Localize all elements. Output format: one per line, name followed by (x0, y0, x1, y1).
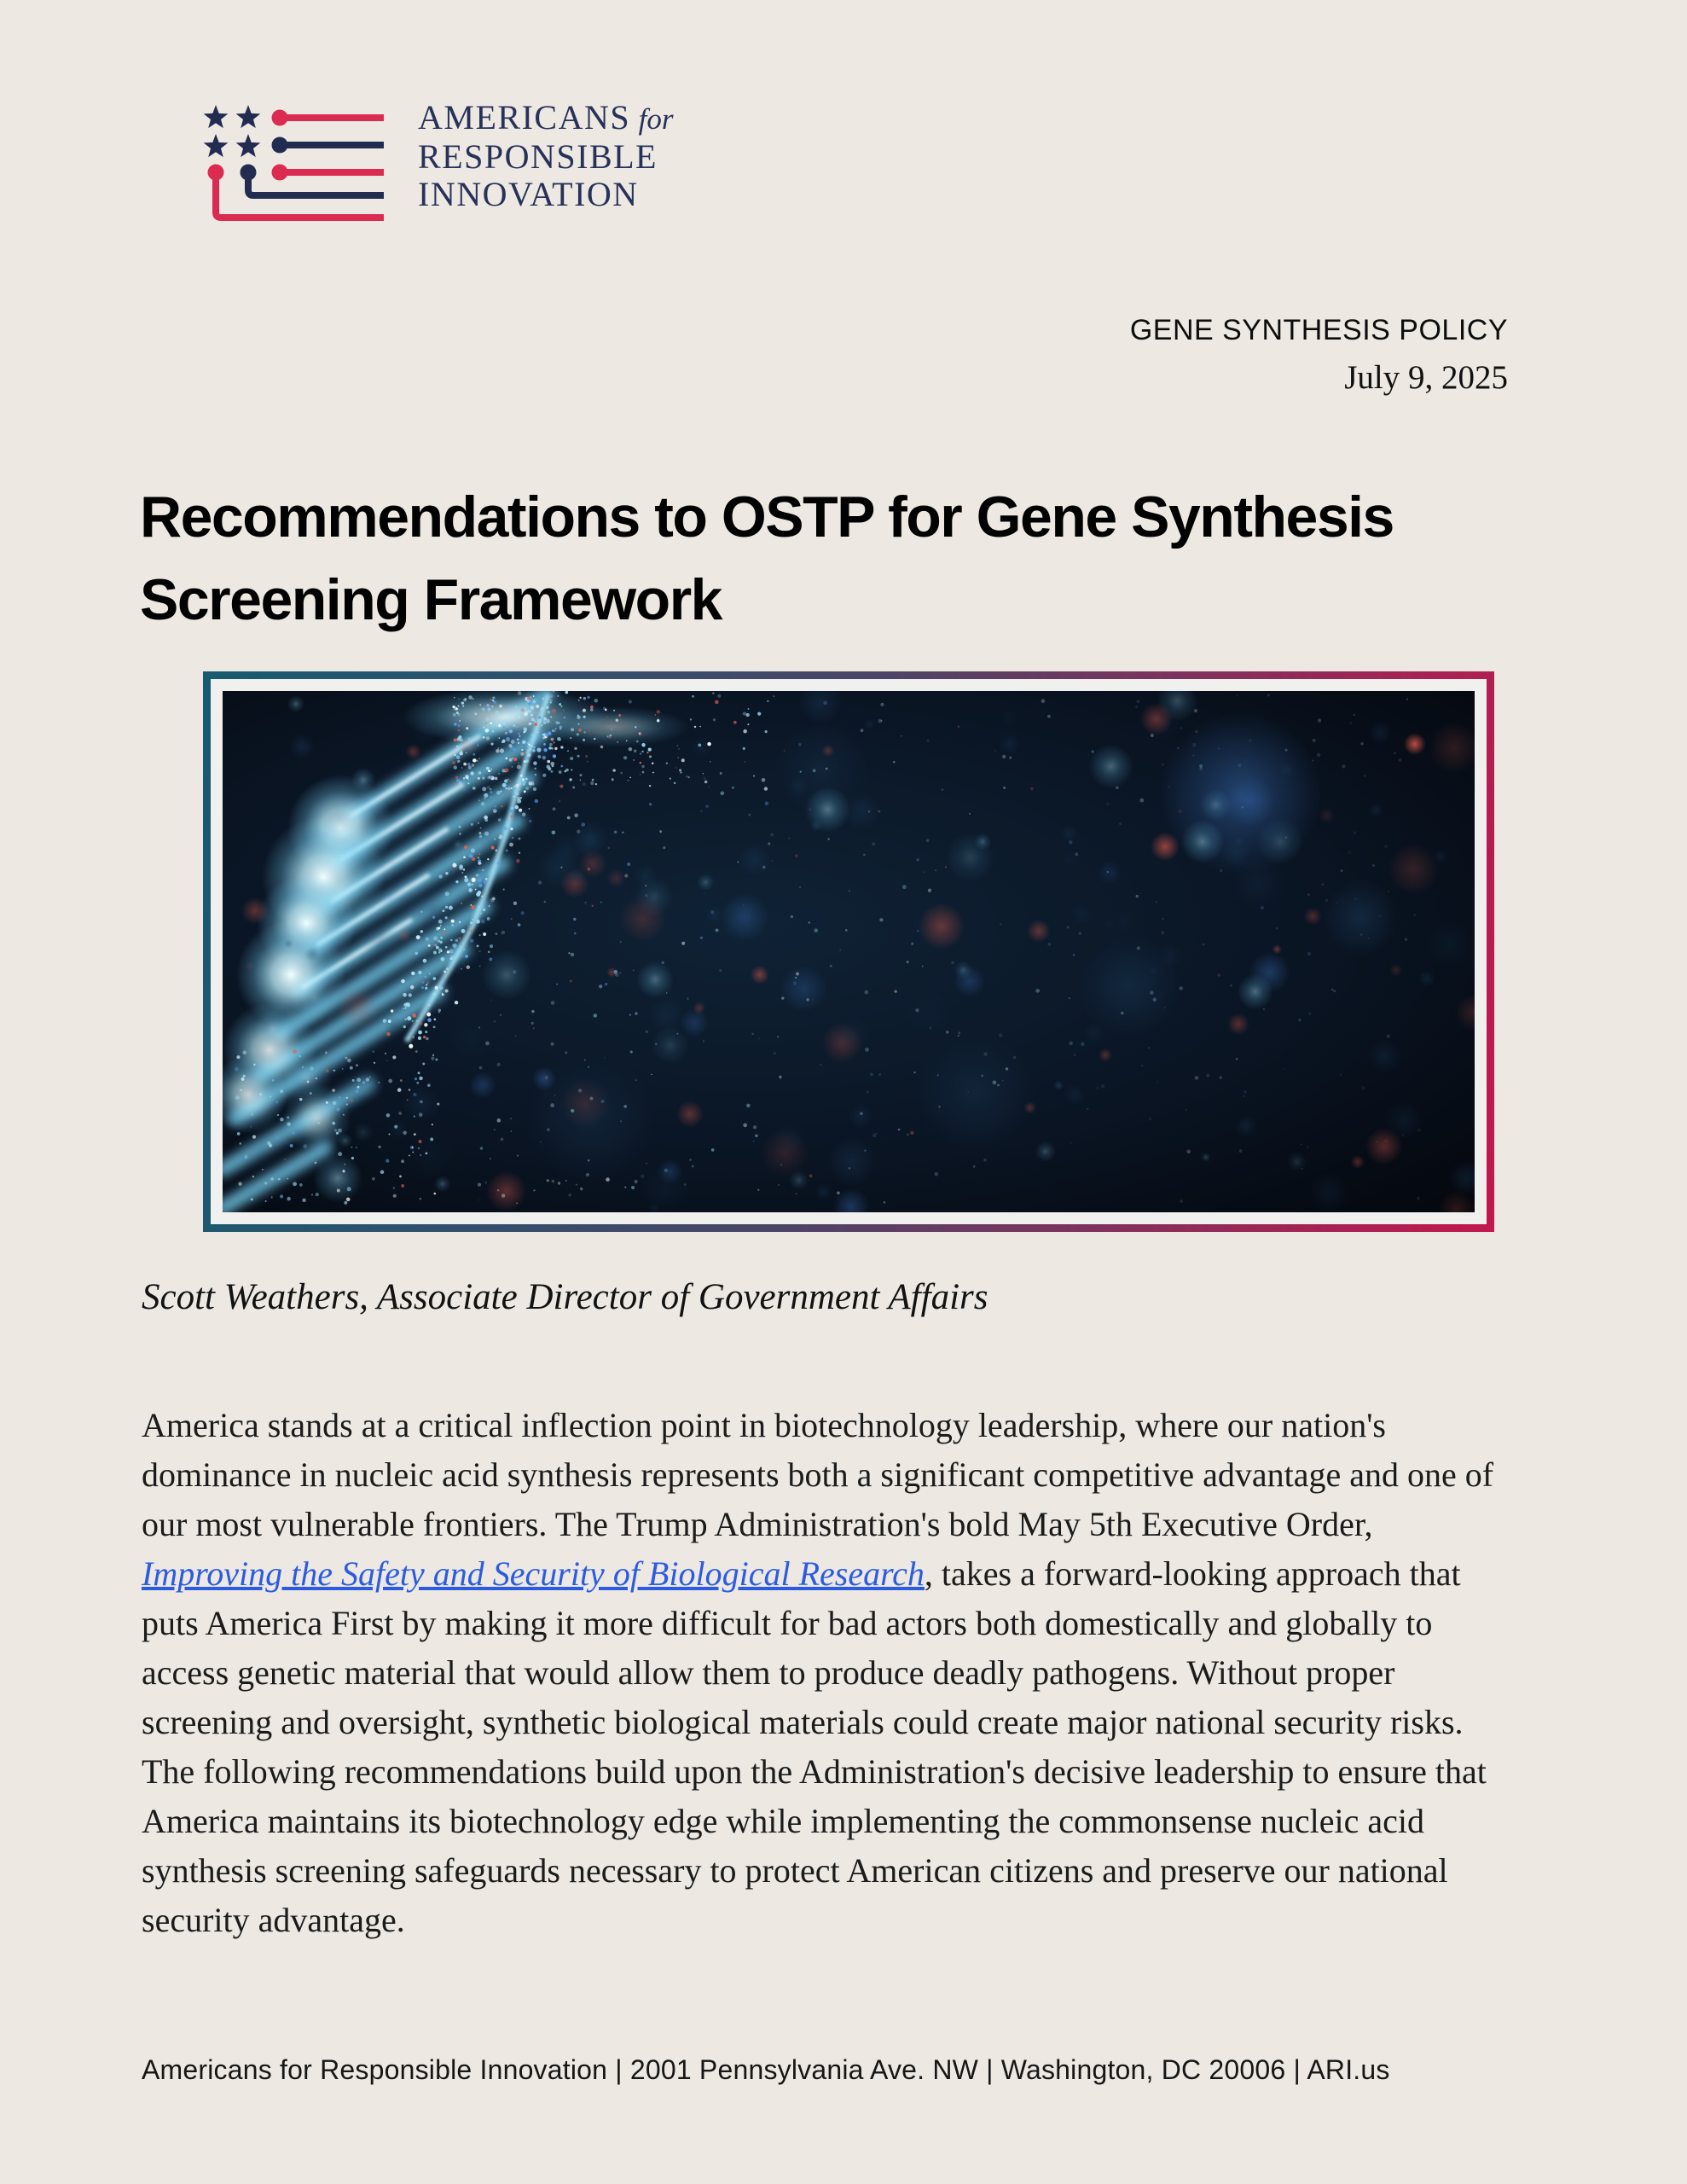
body-text-pre: America stands at a critical inflection point in biotechnology leadership, where our nation's dominance in nucleic acid synthesis represents both a significant competitive advantage and one of our most vulnerable frontiers. The Trump Administration's bold May 5th Executive Order, (142, 1406, 1494, 1543)
executive-order-link[interactable]: Improving the Safety and Security of Biological Research (142, 1554, 925, 1593)
wordmark-line1: AMERICANS (418, 98, 631, 136)
body-paragraph (142, 1401, 1511, 1945)
footer-address: Americans for Responsible Innovation | 2001 Pennsylvania Ave. NW | Washington, DC 20006 | ARI.us (142, 2054, 1390, 2085)
wordmark-line2: RESPONSIBLE (418, 137, 658, 176)
wordmark-line3: INNOVATION (418, 175, 639, 213)
page-title: Recommendations to OSTP for Gene Synthesis Screening Framework (140, 485, 1394, 632)
wordmark-for: for (638, 102, 674, 136)
ari-logo (203, 99, 673, 222)
byline: Scott Weathers, Associate Director of Government Affairs (142, 1277, 988, 1317)
document-kicker (1130, 314, 1508, 397)
hero-image-mat (211, 679, 1487, 1224)
dna-helix-image (223, 691, 1475, 1212)
policy-category-label: GENE SYNTHESIS POLICY (1129, 314, 1508, 346)
document-date: July 9, 2025 (1344, 359, 1508, 396)
flag-circuit-logo-icon (203, 104, 386, 222)
hero-image-frame (203, 671, 1494, 1232)
body-text-post: , takes a forward-looking approach that puts America First by making it more difficult for bad actors both domestically and globally to access genetic material that would allow them to produce deadly pathogens. Without proper screening and oversight, synthetic biological materials could create major national security risks. The following recommendations build upon the Administration's decisive leadership to ensure that America maintains its biotechnology edge while implementing the commonsense nucleic acid synthesis screening safeguards necessary to protect American citizens and preserve our national security advantage. (142, 1554, 1487, 1939)
ari-wordmark (418, 99, 673, 213)
